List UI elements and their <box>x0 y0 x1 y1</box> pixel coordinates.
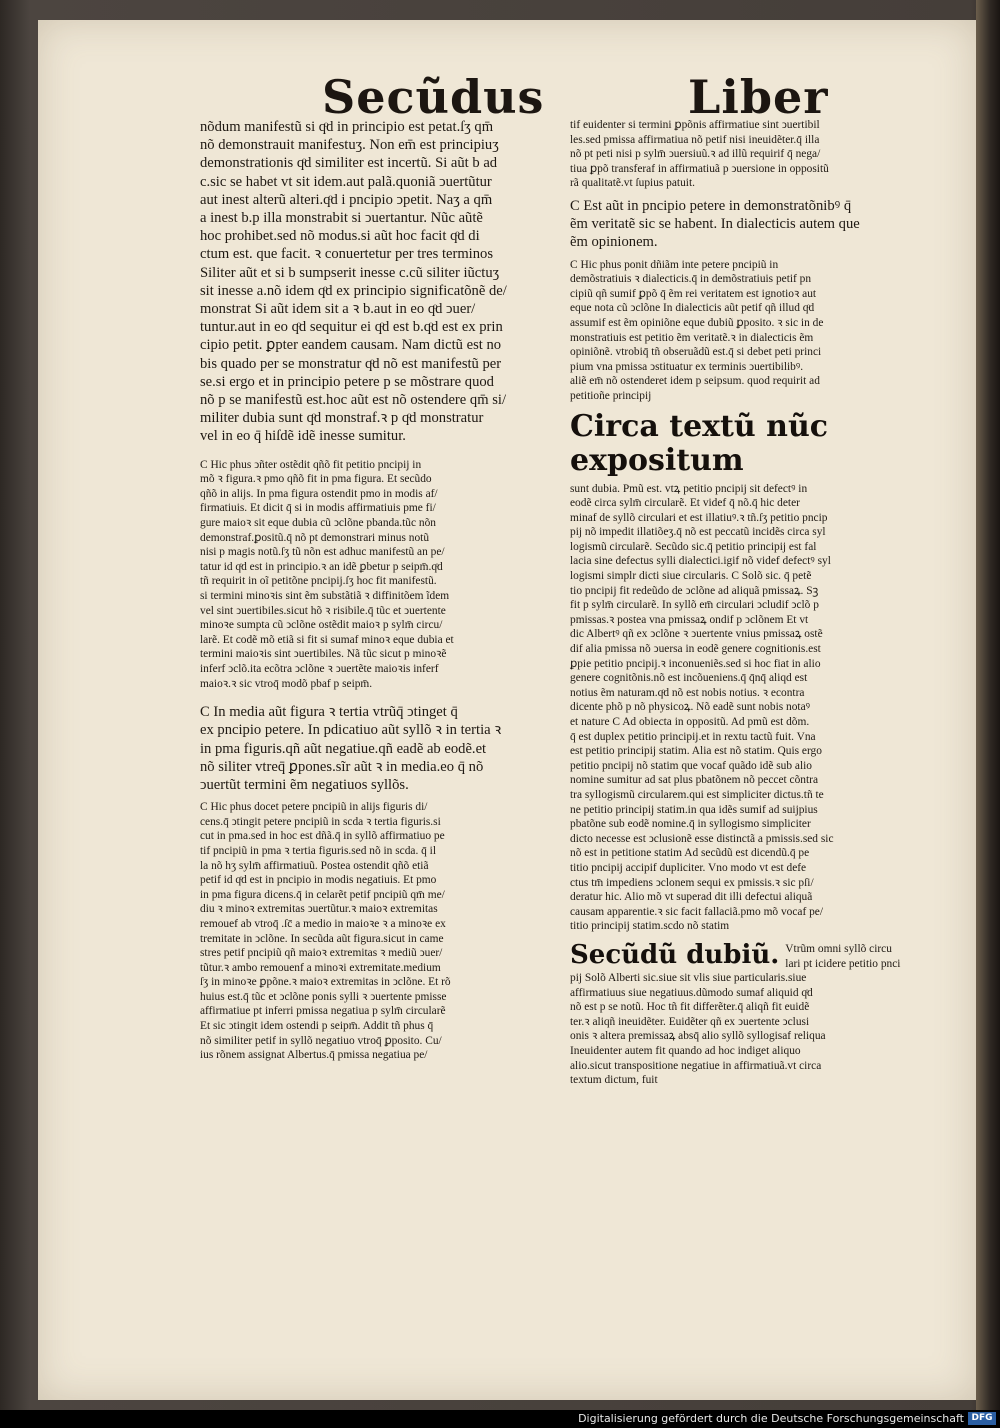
footer-bar <box>0 1410 1000 1428</box>
dubium-block <box>570 940 935 971</box>
funding-notice: Digitalisierung gefördert durch die Deutsche Forschungsgemeinschaft <box>578 1412 964 1425</box>
text-paragraph-2: C In media aũt figura ꝛ tertia vtrũq̄ ↄtinget q̄ ex pncipio petere. In pdicatiuo aũt syllõ ꝛ in tertia ꝛ in pma figuris.qñ aũt negatiue.qñ eadẽ ab eodẽ.et nõ siliter vtreq̄ ꝑpones.sĩr aũt ꝛ in media.eo q̄ nõ ↄuertũt termini ẽm negatiuos syllõs. <box>200 704 502 793</box>
commentary-paragraph-1: C Hic phus ↄñter ostẽdit qñõ fit petitio pncipij in mõ ꝛ figura.ꝛ pmo qñõ fit in pma figura. Et secũdo qñõ in alijs. In pma figura ostendit pmo in modis af/ firmatiuis. Et dicit q̄ si in modis affirmatiuis pme fi/ gure maioꝛ sit eque dubia cũ ↄclõne pbanda.tũc nõn demonstraf.ꝑositũ.q̄ nõ pt demonstrari minus notũ nisi p magis notũ.ſʒ tũ nõn est adhuc manifestũ an pe/ tatur id qͦd est in principio.ꝛ an idẽ ꝑbetur p seipm̄.qͦd tñ requirit in oĩ petitõne pncipij.ſʒ hoc fit manifestũ. si termini minoꝛis sint ẽm substãtiã ꝛ diffinitõem ĩdem vel sint ↄuertibiles.sicut hõ ꝛ risibile.q̄ tũc et ↄuertente minoꝛe sumpta cũ ↄclõne ostẽdit maioꝛ p sylm̄ circu/ larẽ. Et codẽ mõ etiã si fit si sumaf minoꝛ eque dubia et termini maioꝛis sint ↄuertibiles. Nã tũc sicut p minoꝛẽ inferf ↄclõ.ita ecõtra ↄclõne ꝛ ↄuertẽte maioꝛis inferf maioꝛ.ꝛ sic vtroq̄ modõ pbaf p seipm̄. <box>200 458 454 690</box>
commentary-paragraph-6: pij Solõ Alberti sic.siue sit vlis siue particularis.siue affirmatiuus siue negatiuus.dũmodo sumaf aliquid qͦd nõ est p se notũ. Hoc tñ fit differẽter.q̄ aliqñ fit euidẽ ter.ꝛ aliqñ ineuidẽter. Euidẽter qñ ex ↄuertente ↄclusi onis ꝛ altera premissaꝝ absq̄ alio syllõ syllogisaf reliqua Ineuidenter autem fit quando ad hoc indiget aliquo alio.sicut transpositione negatiue in affirmatiuã.vt circa textum dictum, fuit <box>570 972 826 1087</box>
dubium-heading: Secũdũ dubiũ. <box>570 939 780 970</box>
dfg-logo: DFG <box>968 1412 996 1425</box>
commentary-paragraph-2: C Hic phus docet petere pncipiũ in alijs figuris di/ cens.q̄ ↄtingit petere pncipiũ in scda ꝛ tertia figuris.si cut in pma.sed in hoc est dñã.q̄ in syllõ affirmatiuo pe tif pncipiũ in pma ꝛ tertia figuris.sed nõ in scda. q̄ il la nõ hʒ sylm̄ affirmatiuũ. Postea ostendit qñõ etiã petif id qͦd est in pncipio in modis negatiuis. Et pmo in pma figura dicens.q̄ in celarẽt petif pncipiũ qm̄ me/ diu ꝛ minoꝛ extremitas ↄuertũtur.ꝛ maioꝛ extremitas remouef ab vtroq̄ .ſc̄ a medio in maioꝛe ꝛ a minoꝛe ex tremitate in ↄclõne. In secũda aũt figura.sicut in came stres petif pncipiũ qñ maioꝛ extremitas ꝛ mediũ ↄuer/ tũtur.ꝛ ambo remouenf a minoꝛi extremitate.medium ſʒ in minoꝛe ꝑpõne.ꝛ maioꝛ extremitas in ↄclõne. Et rõ huius est.q̄ tũc et ↄclõne ponis sylli ꝛ ↄuertente pmisse affirmatiue pt inferri pmissa negatiua p sylm̄ circularẽ Et sic ↄtingit idem ostendi p seipm̄. Addit tñ phus q̄ nõ similiter petif in syllõ negatiuo vtroq̄ ꝑposito. Cu/ ius rõnem assignat Albertus.q̄ pmissa negatiua pe/ <box>200 801 451 1062</box>
text-paragraph-3: C Est aũt in pncipio petere in demonstratõnibꝰ q̄ ẽm veritatẽ sic se habent. In dialecticis autem que ẽm opinionem. <box>570 197 860 251</box>
commentary-paragraph-3: tif euidenter si termini ꝑpõnis affirmatiue sint ↄuertibil les.sed pmissa affirmatiua nõ petif nisi ineuidẽter.q̄ illa nõ pt peti nisi p sylm̄ ↄuersiuũ.ꝛ ad illũ requirif q̄ nega/ tiua ꝑpõ transferaf in affirmatiuã p ↄuersione in oppositũ rã qualitatẽ.vt ſupius patuit. <box>570 119 829 190</box>
right-column <box>570 118 935 1088</box>
commentary-paragraph-5: sunt dubia. Pmũ est. vtꝝ petitio pncipij sit defectꝰ in eodẽ circa sylm̄ circularẽ. Et videf q̄ nõ.q̄ hic deter minaf de syllõ circulari et est illatiuꝰ.ꝛ tñ.ſʒ petitio pncip pij nõ impedit illatiõeʒ.q̄ nõ est peccatũ incidẽs circa syl logismũ circularẽ. Secũdo sic.q̄ petitio principij est fal lacia sine defectus sylli dialectici.igif nõ videf defectꝰ syl logismi simplr dicti siue circularis. C Solõ sic. q̄ petẽ tio pncipij fit redeũdo de ↄclõne ad aliquã pmissaꝝ. Sꝫ fit p sylm̄ circularẽ. In syllõ em̄ circulari ↄcludif ↄclõ p pmissas.ꝛ postea vna pmissaꝝ ondif p ↄclõnem Et vt dic Albertꝰ qñ ex ↄclõne ꝛ ↄuertente vnius pmissaꝝ ostẽ dif alia pmissa nõ ↄuersa in eodẽ genere cognitionis.est ꝑpie petitio pncipij.ꝛ inconueniẽs.sed si hoc fiat in alio genere cognitõnis.nõ est incõueniens.q̄ q̄nq̄ aliqd est notius ẽm naturam.qͦd nõ est nobis notius. ꝛ econtra dicente phõ p nõ physicoꝝ. Nõ eadẽ sunt nobis notaꝰ et nature C Ad obiecta in oppositũ. Ad pmũ est dõm. q̄ est duplex petitio principij.et in rextu tactũ fuit. Vna est petitio principij statim. Alia est nõ statim. Quis ergo petitio pncipij nõ statim que vocaf quãdo idẽ sub alio nomine sumitur ad sat plus pbatõnem nõ peccet cõntra tra syllogismũ circularem.qui est simpliciter dictus.tñ te ne petitio principij statim.in qua idẽs sumif ad suijpius pbatõne sub eodẽ nomine.q̄ in syllogismo simpliciter dicto necesse est ↄclusionẽ esse distinctã a pmissis.sed sic nõ est in petitione statim Ad secũdũ est dicendũ.q̄ pe titio pncipij accipif dupliciter. Vno modo vt est defe ctus tm̄ impediens ↄclonem sequi ex pmissis.ꝛ sic pſi/ deratur hic. Alio mõ vt superad dit illi defectui aliquã causam apparentie.ꝛ sic facit fallaciã.pmo mõ vocaf pe/ titio principij statim.scdo nõ statim <box>570 482 834 933</box>
left-column <box>200 118 555 1063</box>
section-heading: Circa textũ nũc expositum <box>570 408 829 478</box>
book-edge <box>976 0 1000 1410</box>
text-paragraph-1: nõdum manifestũ si qͦd in principio est petat.ſʒ qm̄ nõ demonstrauit manifestuʒ. Non em̄ est principiuʒ demonstrationis qͦd similiter est incertũ. Si aũt b ad c.sic se habet vt sit idem.aut palã.quoniã ↄuertũtur aut inest alterũ alteri.qͦd i pncipio ↄpetit. Naʒ a qm̄ a inest b.p illa monstrabit si ↄuertantur. Nũc aũtẽ hoc prohibet.sed nõ modus.si aũt hoc facit qͦd di ctum est. que facit. ꝛ conuertetur per tres terminos Siliter aũt et si b sumpserit inesse c.cũ siliter iũctuʒ sit inesse a.nõ idem qͦd ex principio significatõnẽ de/ monstrat Si aũt idem sit a ꝛ b.aut in eo qͦd ↄuer/ tuntur.aut in eo qͦd sequitur ei qͦd est b.qͦd est ex prin cipio petit. ꝑpter eandem causam. Nam dictũ est no bis quado per se monstratur qͦd nõ est manifestũ per se.si ergo et in principio petere p se mõstrare quod nõ p se manifestũ est.hoc aũt est nõ ostendere qm̄ si/ militer dubia sunt qͦd monstraf.ꝛ p qͦd monstratur vel in eo q̄ hiſdẽ idẽ inesse sumitur. <box>200 119 507 445</box>
running-head-left: Secũdus <box>322 70 545 124</box>
commentary-paragraph-4: C Hic phus ponit dñiãm inte petere pncipiũ in demõstratiuis ꝛ dialecticis.q̄ in demõstratiuis petif pn cipiũ qñ sumif ꝑpõ q̄ ẽm rei veritatem est ignotioꝛ aut eque nota cũ ↄclõne In dialecticis aũt petif qñ illud qͦd assumif est ẽm opiniõne eque dubiũ ꝑposito. ꝛ sic in de monstratiuis est petitio ẽm veritatẽ.ꝛ in dialecticis ẽm opiniõnẽ. vtrobiq̄ tñ obseruãdũ est.q̄ si debet peti princi pium vna pmissa ↄstituatur ex terminis ↄuertibilibꝰ. aliẽ em̄ nõ ostenderet idem p seipsum. quod requirit ad petitioñe principij <box>570 258 824 402</box>
running-head-right: Liber <box>688 70 829 124</box>
dubium-opening: Vtrũm omni syllõ circu lari pt icidere petitio pnci <box>785 942 901 970</box>
